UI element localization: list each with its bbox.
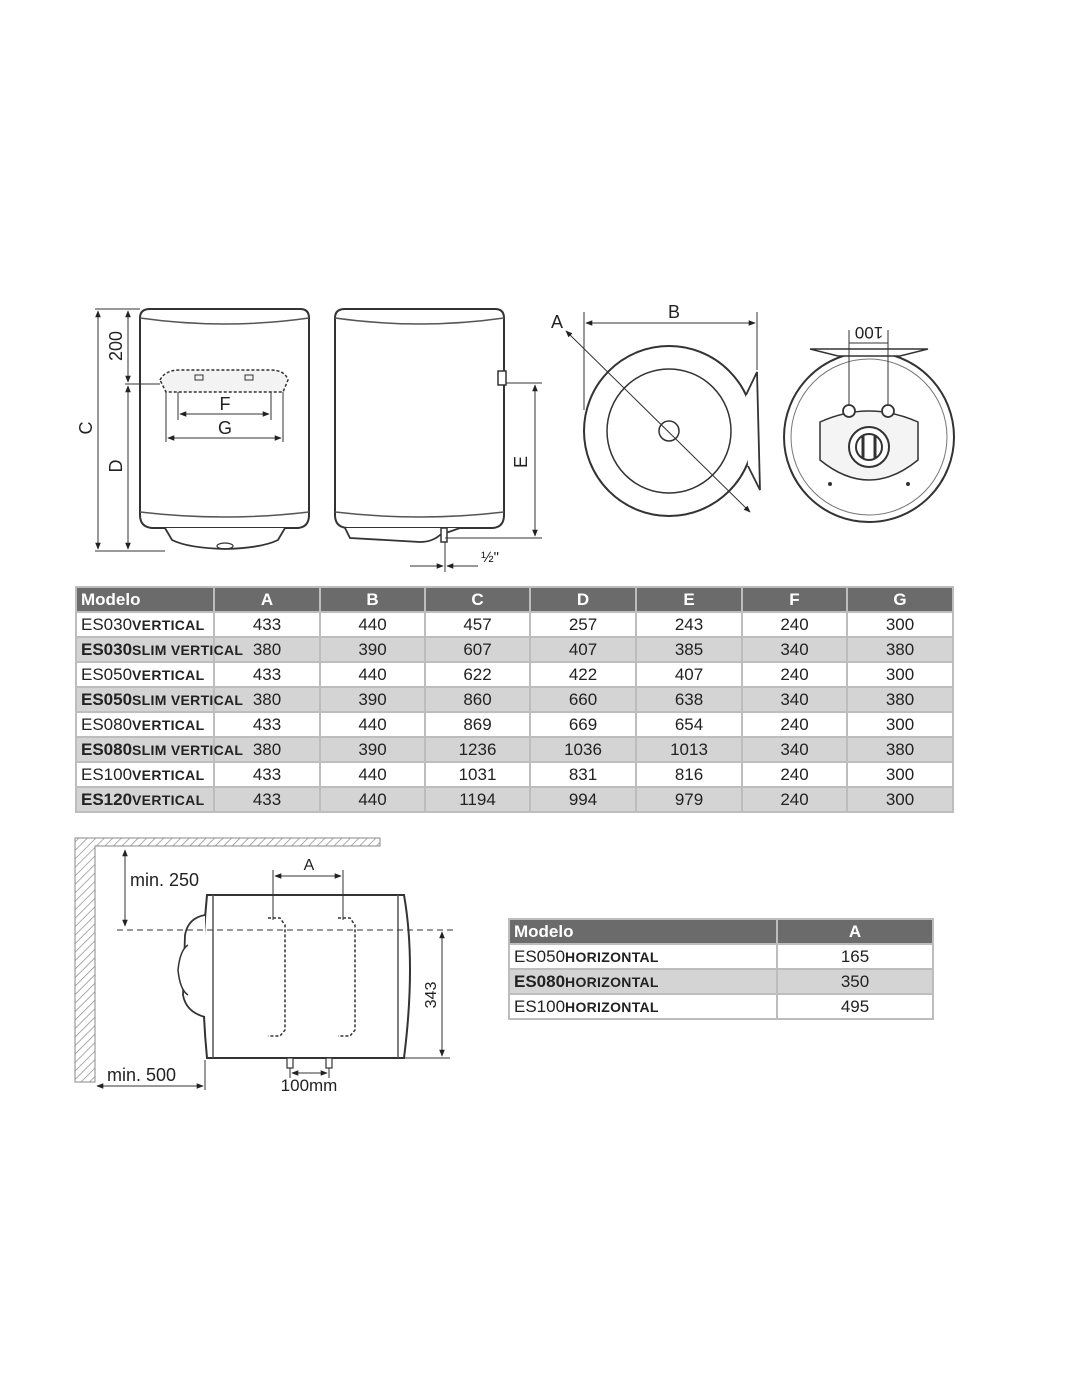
dim-f-label: F	[219, 394, 231, 414]
header-g: G	[847, 587, 953, 612]
model-type: HORIZONTAL	[565, 998, 659, 1015]
model-code: ES050	[514, 946, 566, 966]
cell-f: 240	[742, 662, 847, 687]
cell-e: 385	[636, 637, 742, 662]
cell-c: 1031	[425, 762, 530, 787]
wall-500-label: min. 500	[107, 1065, 177, 1085]
header-a: A	[777, 919, 933, 944]
side-view	[335, 309, 542, 572]
cell-a: 433	[214, 762, 320, 787]
front-view	[76, 309, 309, 551]
cell-e: 654	[636, 712, 742, 737]
cell-g: 380	[847, 737, 953, 762]
cell-a: 380	[214, 637, 320, 662]
model-cell	[76, 712, 214, 737]
model-cell	[76, 762, 214, 787]
cell-b: 440	[320, 787, 425, 812]
wall-250-label: min. 250	[130, 870, 200, 890]
model-cell	[76, 687, 244, 712]
cell-b: 390	[320, 637, 425, 662]
header-modelo: Modelo	[76, 587, 214, 612]
table-header-row	[509, 919, 933, 944]
cell-f: 340	[742, 737, 847, 762]
model-cell	[509, 994, 777, 1019]
dim-g-label: G	[217, 418, 233, 438]
model-type: SLIM VERTICAL	[132, 741, 244, 758]
table-row	[76, 612, 953, 637]
cell-a: 165	[777, 944, 933, 969]
cell-c: 860	[425, 687, 530, 712]
vertical-models-table	[75, 586, 954, 813]
model-type: SLIM VERTICAL	[132, 641, 244, 658]
cell-a: 380	[214, 687, 320, 712]
cell-e: 638	[636, 687, 742, 712]
model-cell	[76, 737, 244, 762]
cell-a: 350	[777, 969, 933, 994]
model-type: VERTICAL	[132, 666, 205, 683]
cell-f: 240	[742, 762, 847, 787]
model-code: ES030	[81, 639, 133, 659]
table-row	[76, 737, 953, 762]
dim-d-label: D	[106, 459, 126, 473]
cell-f: 340	[742, 637, 847, 662]
model-cell	[509, 969, 777, 994]
cell-b: 440	[320, 612, 425, 637]
model-code: ES080	[81, 714, 133, 734]
model-cell	[76, 637, 244, 662]
cell-b: 440	[320, 712, 425, 737]
model-type: HORIZONTAL	[565, 948, 659, 965]
cell-a: 495	[777, 994, 933, 1019]
cell-c: 869	[425, 712, 530, 737]
cell-c: 457	[425, 612, 530, 637]
cell-a: 433	[214, 662, 320, 687]
table-row	[76, 687, 953, 712]
horizontal-installation-view	[75, 838, 455, 1095]
cell-d: 257	[530, 612, 636, 637]
header-d: D	[530, 587, 636, 612]
model-code: ES100	[514, 996, 566, 1016]
table-row	[509, 994, 933, 1019]
model-cell	[76, 612, 214, 637]
model-code: ES050	[81, 689, 133, 709]
top-view	[551, 302, 760, 516]
cell-d: 1036	[530, 737, 636, 762]
cell-c: 1236	[425, 737, 530, 762]
cell-g: 300	[847, 662, 953, 687]
model-type: VERTICAL	[132, 716, 205, 733]
header-e: E	[636, 587, 742, 612]
table-row	[76, 762, 953, 787]
cell-b: 390	[320, 737, 425, 762]
cell-e: 816	[636, 762, 742, 787]
table-row	[76, 637, 953, 662]
model-cell	[509, 944, 777, 969]
cell-d: 422	[530, 662, 636, 687]
cell-g: 380	[847, 637, 953, 662]
dim-343-label: 343	[423, 981, 440, 1009]
cell-g: 300	[847, 762, 953, 787]
cell-g: 300	[847, 712, 953, 737]
model-code: ES120	[81, 789, 133, 809]
dim-100-label: 100	[854, 323, 884, 342]
cell-d: 831	[530, 762, 636, 787]
cell-b: 390	[320, 687, 425, 712]
cell-e: 1013	[636, 737, 742, 762]
model-type: VERTICAL	[132, 791, 205, 808]
header-c: C	[425, 587, 530, 612]
header-f: F	[742, 587, 847, 612]
table-header-row	[76, 587, 953, 612]
header-modelo: Modelo	[509, 919, 777, 944]
cell-e: 243	[636, 612, 742, 637]
cell-a: 380	[214, 737, 320, 762]
model-type: HORIZONTAL	[565, 973, 659, 990]
model-code: ES050	[81, 664, 133, 684]
dim-a-horizontal-label: A	[303, 857, 315, 874]
model-cell	[76, 787, 214, 812]
horizontal-models-table	[508, 918, 934, 1020]
cell-f: 240	[742, 787, 847, 812]
table-row	[76, 712, 953, 737]
dim-e-label: E	[511, 455, 531, 469]
model-code: ES100	[81, 764, 133, 784]
model-code: ES080	[514, 971, 566, 991]
cell-f: 240	[742, 612, 847, 637]
model-type: SLIM VERTICAL	[132, 691, 244, 708]
model-type: VERTICAL	[132, 766, 205, 783]
cell-c: 607	[425, 637, 530, 662]
model-cell	[76, 662, 214, 687]
dim-200-label: 200	[106, 330, 126, 362]
cell-f: 240	[742, 712, 847, 737]
model-type: VERTICAL	[132, 616, 205, 633]
dim-100mm-label: 100mm	[280, 1076, 338, 1095]
model-code: ES030	[81, 614, 133, 634]
cell-d: 994	[530, 787, 636, 812]
cell-b: 440	[320, 762, 425, 787]
cell-g: 380	[847, 687, 953, 712]
dim-a-label: A	[550, 312, 564, 332]
dim-half-inch-label: ½"	[481, 549, 499, 566]
cell-a: 433	[214, 787, 320, 812]
cell-g: 300	[847, 787, 953, 812]
cell-d: 669	[530, 712, 636, 737]
cell-d: 407	[530, 637, 636, 662]
header-a: A	[214, 587, 320, 612]
cell-e: 407	[636, 662, 742, 687]
cell-a: 433	[214, 612, 320, 637]
table-row	[76, 787, 953, 812]
cell-c: 622	[425, 662, 530, 687]
table-row	[509, 969, 933, 994]
dim-b-label: B	[667, 302, 681, 322]
cell-f: 340	[742, 687, 847, 712]
header-b: B	[320, 587, 425, 612]
cell-e: 979	[636, 787, 742, 812]
cell-c: 1194	[425, 787, 530, 812]
table-row	[76, 662, 953, 687]
cell-b: 440	[320, 662, 425, 687]
bottom-view	[784, 323, 954, 522]
model-code: ES080	[81, 739, 133, 759]
dim-c-label: C	[76, 421, 96, 435]
cell-g: 300	[847, 612, 953, 637]
table-row	[509, 944, 933, 969]
cell-a: 433	[214, 712, 320, 737]
cell-d: 660	[530, 687, 636, 712]
